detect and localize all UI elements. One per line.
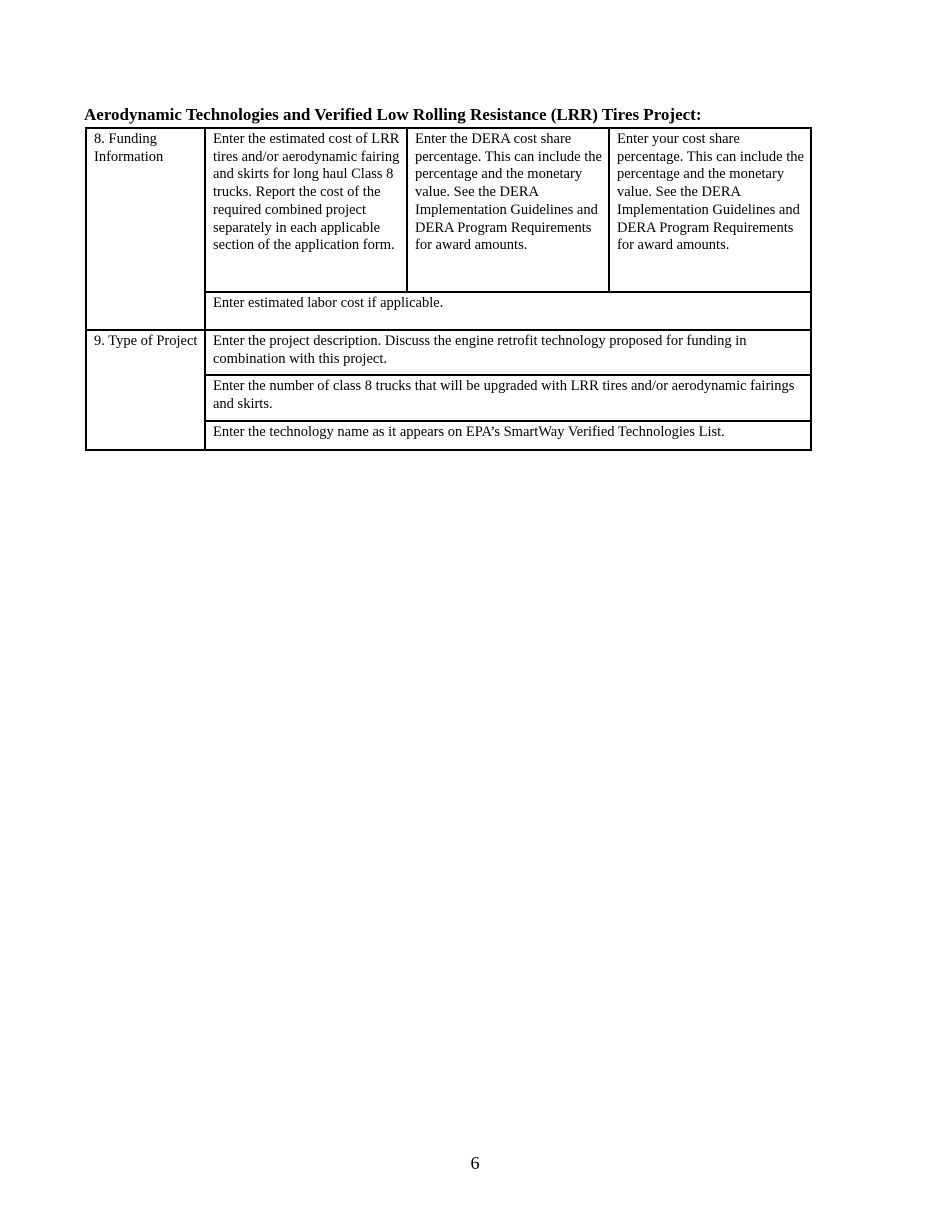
table-row-funding	[86, 128, 811, 292]
labor-cost-instruction: Enter estimated labor cost if applicable.	[205, 292, 811, 330]
funding-information-label: 8. Funding Information	[86, 128, 205, 330]
table-row-project-description	[86, 330, 811, 375]
technology-name-instruction: Enter the technology name as it appears on EPA’s SmartWay Verified Technologies List.	[205, 421, 811, 450]
estimated-cost-instruction: Enter the estimated cost of LRR tires and/or aerodynamic fairing and skirts for long haul Class 8 trucks. Report the cost of the required combined project separately in each applicable section of the application form.	[205, 128, 407, 292]
page-number: 6	[470, 1153, 480, 1173]
your-cost-share-instruction: Enter your cost share percentage. This can include the percentage and the monetary value. See the DERA Implementation Guidelines and DERA Program Requirements for award amounts.	[609, 128, 811, 292]
dera-cost-share-instruction: Enter the DERA cost share percentage. This can include the percentage and the monetary value. See the DERA Implementation Guidelines and DERA Program Requirements for award amounts.	[407, 128, 609, 292]
truck-count-instruction: Enter the number of class 8 trucks that will be upgraded with LRR tires and/or aerodynamic fairings and skirts.	[205, 375, 811, 420]
application-form-table	[85, 127, 812, 451]
type-of-project-label: 9. Type of Project	[86, 330, 205, 450]
page-title: Aerodynamic Technologies and Verified Low Rolling Resistance (LRR) Tires Project:	[84, 105, 702, 124]
project-description-instruction: Enter the project description. Discuss the engine retrofit technology proposed for funding in combination with this project.	[205, 330, 811, 375]
